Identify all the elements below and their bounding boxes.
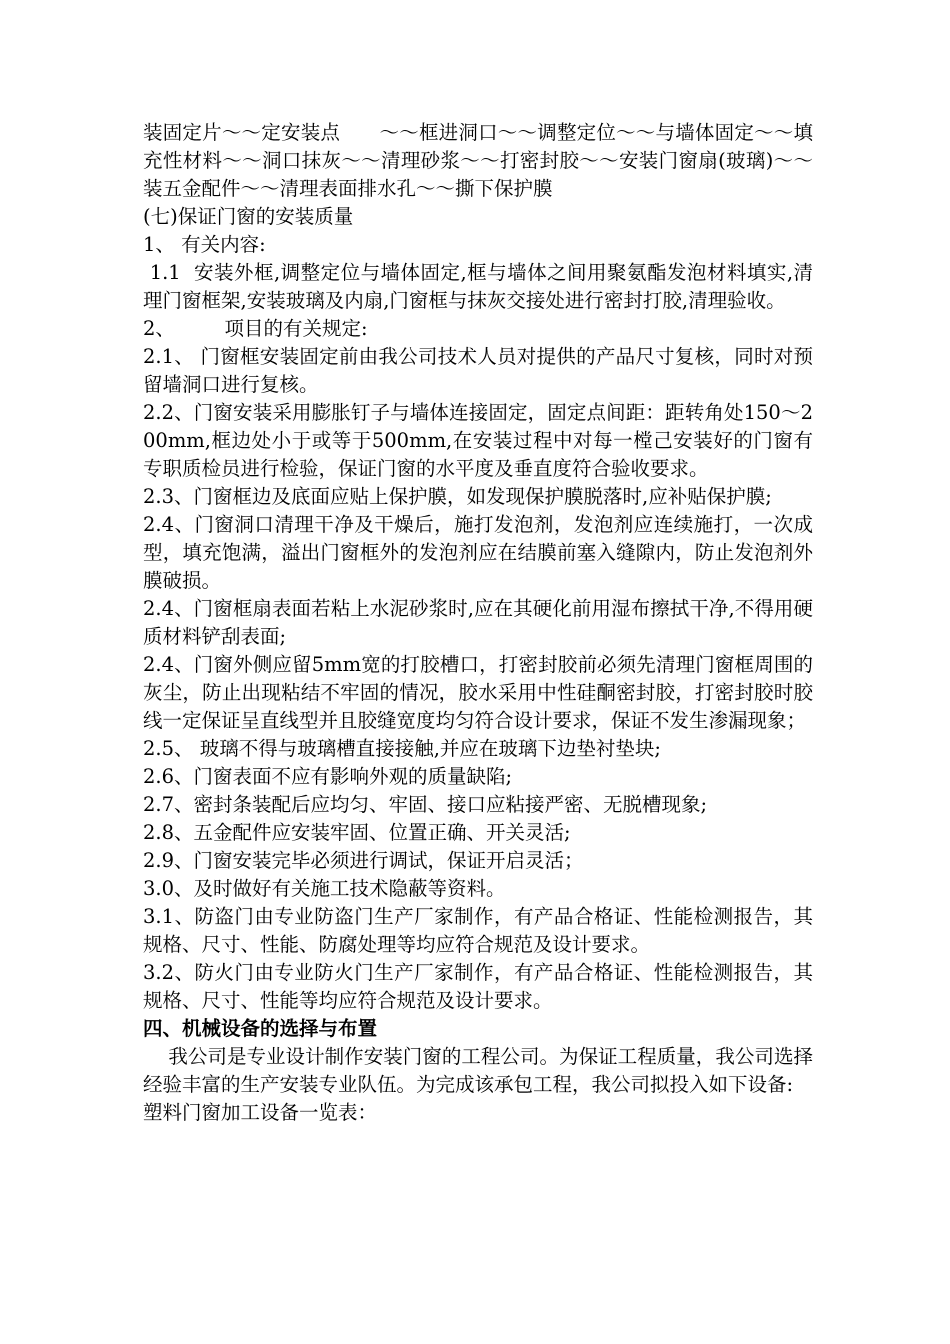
item-heading: 1、 有关内容: [143, 233, 266, 256]
item-paragraph: 2.3、门窗框边及底面应贴上保护膜，如发现保护膜脱落时,应补贴保护膜; [143, 485, 772, 508]
item-paragraph: 3.1、防盗门由专业防盗门生产厂家制作，有产品合格证、性能检测报告，其规格、尺寸、性能、防腐处理等均应符合规范及设计要求。 [143, 905, 813, 956]
item-paragraph: 1.1 安装外框,调整定位与墙体固定,框与墙体之间用聚氨酯发泡材料填实,清理门窗框架,安装玻璃及内扇,门窗框与抹灰交接处进行密封打胶,清理验收。 [143, 261, 813, 312]
equipment-table-caption: 塑料门窗加工设备一览表： [143, 1101, 378, 1124]
item-paragraph: 2.6、门窗表面不应有影响外观的质量缺陷; [143, 765, 513, 788]
subsection-title: (七)保证门窗的安装质量 [143, 205, 354, 228]
item-paragraph: 2.4、门窗框扇表面若粘上水泥砂浆时,应在其硬化前用湿布擦拭干净,不得用硬质材料铲刮表面; [143, 597, 813, 648]
section-heading: 四、机械设备的选择与布置 [143, 1017, 378, 1040]
item-paragraph: 2.1、 门窗框安装固定前由我公司技术人员对提供的产品尺寸复核，同时对预留墙洞口进行复核。 [143, 345, 813, 396]
item-paragraph: 3.0、及时做好有关施工技术隐蔽等资料。 [143, 877, 506, 900]
item-paragraph: 2.4、门窗外侧应留5mm宽的打胶槽口，打密封胶前必须先清理门窗框周围的灰尘，防止出现粘结不牢固的情况，胶水采用中性硅酮密封胶，打密封胶时胶线一定保证呈直线型并且胶缝宽度均匀符合设计要求，保证不发生渗漏现象； [143, 653, 813, 732]
item-paragraph: 2.4、门窗洞口清理干净及干燥后，施打发泡剂，发泡剂应连续施打，一次成型，填充饱满，溢出门窗框外的发泡剂应在结膜前塞入缝隙内，防止发泡剂外膜破损。 [143, 513, 813, 592]
process-steps-paragraph: 装固定片～～定安装点 ～～框进洞口～～调整定位～～与墙体固定～～填充性材料～～洞口抹灰～～清理砂浆～～打密封胶～～安装门窗扇(玻璃)～～装五金配件～～清理表面排水孔～～撕下保护膜 [143, 121, 813, 200]
item-paragraph: 2.9、门窗安装完毕必须进行调试，保证开启灵活； [143, 849, 584, 872]
item-paragraph: 3.2、防火门由专业防火门生产厂家制作，有产品合格证、性能检测报告，其规格、尺寸、性能等均应符合规范及设计要求。 [143, 961, 813, 1012]
item-paragraph: 2.2、门窗安装采用膨胀钉子与墙体连接固定，固定点间距：距转角处150～200mm,框边处小于或等于500mm,在安装过程中对每一樘己安装好的门窗有专职质检员进行检验，保证门窗的水平度及垂直度符合验收要求。 [143, 401, 813, 480]
section-intro-paragraph: 我公司是专业设计制作安装门窗的工程公司。为保证工程质量，我公司选择经验丰富的生产安装专业队伍。为完成该承包工程，我公司拟投入如下设备: [143, 1045, 813, 1096]
item-paragraph: 2.7、密封条装配后应均匀、牢固、接口应粘接严密、无脱槽现象; [143, 793, 708, 816]
item-heading: 2、 项目的有关规定: [143, 317, 368, 340]
item-paragraph: 2.5、 玻璃不得与玻璃槽直接接触,并应在玻璃下边垫衬垫块; [143, 737, 661, 760]
item-paragraph: 2.8、五金配件应安装牢固、位置正确、开关灵活; [143, 821, 571, 844]
document-page [143, 119, 813, 1127]
